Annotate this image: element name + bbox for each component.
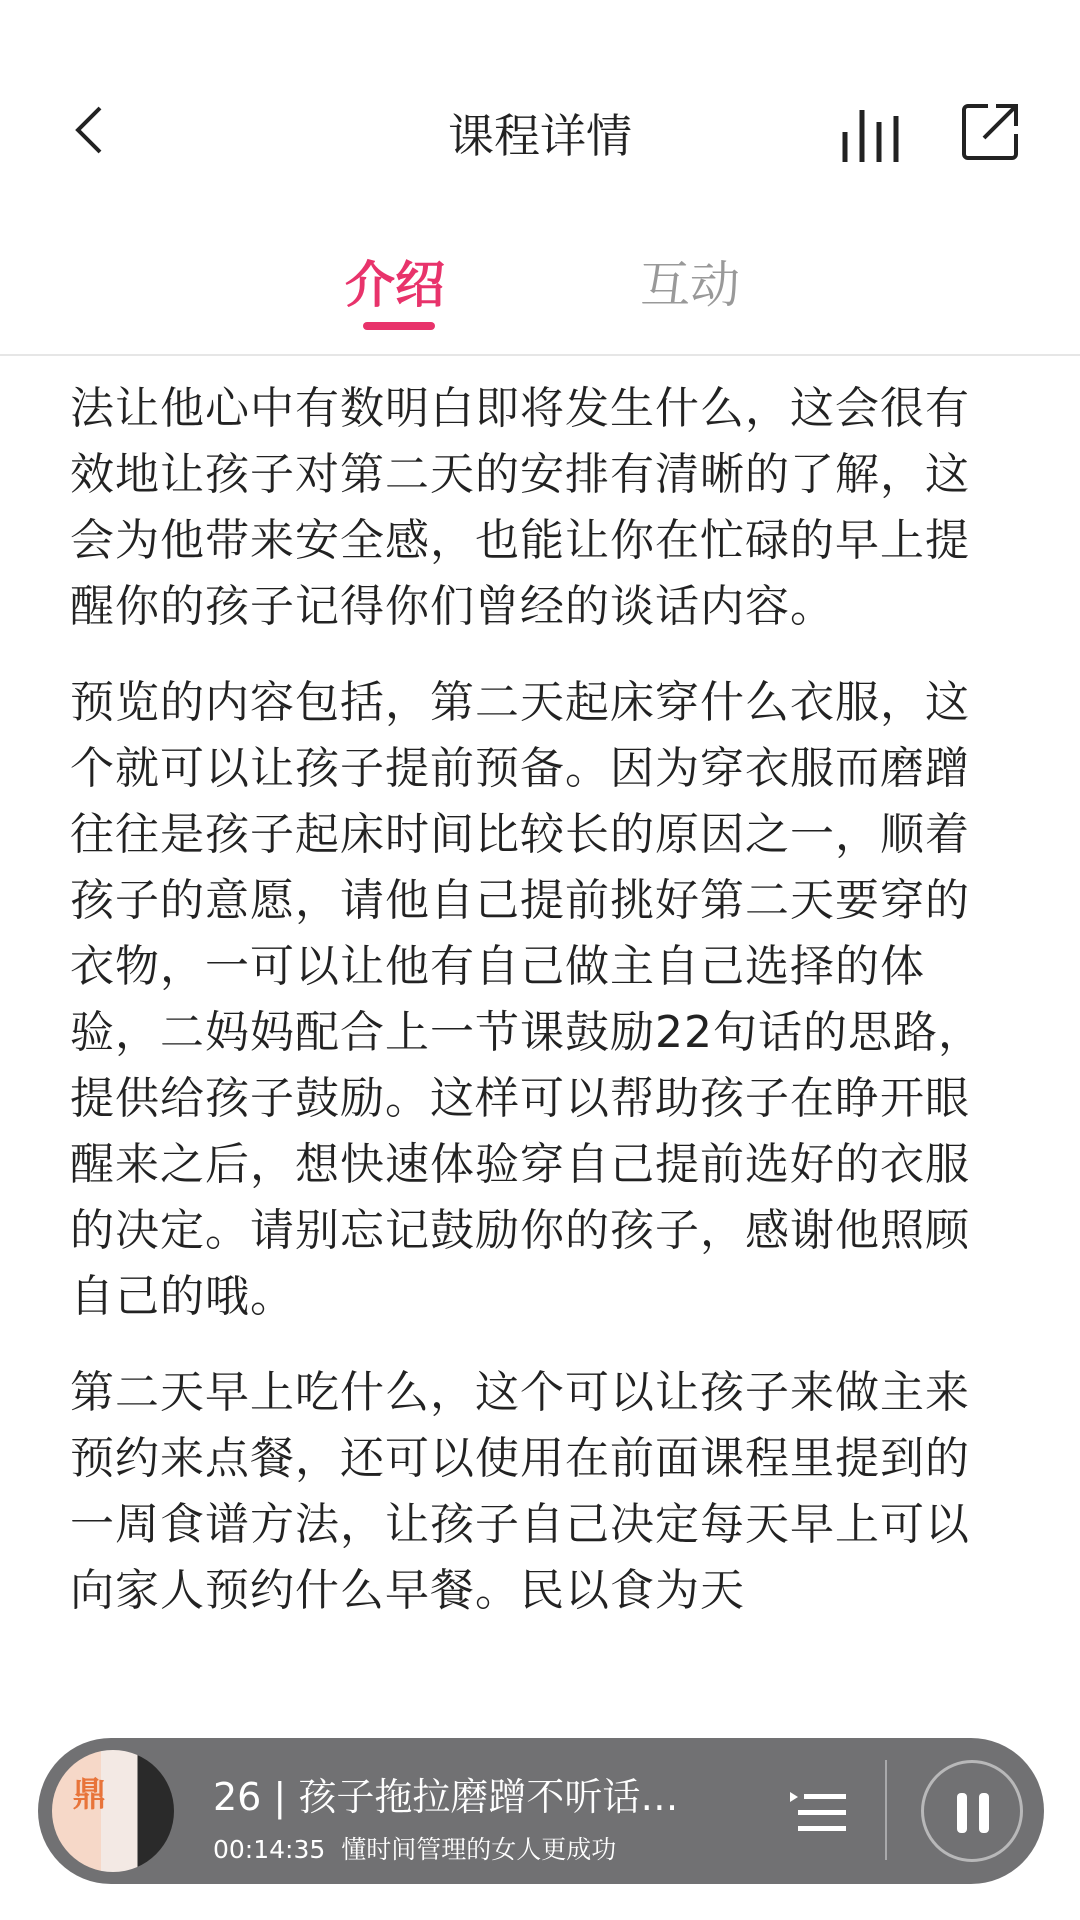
course-cover-avatar[interactable]: 鼎 <box>52 1750 174 1872</box>
player-time: 00:14:35 <box>213 1835 326 1864</box>
player-title[interactable]: 26 | 孩子拖拉磨蹭不听话… <box>213 1775 679 1819</box>
course-name: 懂时间管理的女人更成功 <box>341 1835 617 1864</box>
course-intro-text <box>70 376 1010 1654</box>
paragraph: 法让他心中有数明白即将发生什么，这会很有效地让孩子对第二天的安排有清晰的了解，这会为他带来安全感，也能让你在忙碌的早上提醒你的孩子记得你们曾经的谈话内容。 <box>70 383 970 632</box>
paragraph: 第二天早上吃什么，这个可以让孩子来做主来预约来点餐，还可以使用在前面课程里提到的一周食谱方法，让孩子自己决定每天早上可以向家人预约什么早餐。民以食为天 <box>70 1367 970 1616</box>
bar-chart-icon[interactable] <box>840 104 902 164</box>
page-title: 课程详情 <box>448 109 632 163</box>
tab-intro[interactable]: 介绍 <box>345 256 445 314</box>
paragraph: 预览的内容包括，第二天起床穿什么衣服，这个就可以让孩子提前预备。因为穿衣服而磨蹭往往是孩子起床时间比较长的原因之一，顺着孩子的意愿，请他自己提前挑好第二天要穿的衣物，一可以让他有自己做主自己选择的体验，二妈妈配合上一节课鼓励22句话的思路，提供给孩子鼓励。这样可以帮助孩子在睁开眼醒来之后，想快速体验穿自己提前选好的衣服的决定。请别忘记鼓励你的孩子，感谢他照顾自己的哦。 <box>70 677 983 1322</box>
divider <box>885 1760 887 1860</box>
playlist-icon[interactable] <box>790 1788 846 1836</box>
pause-button[interactable] <box>921 1760 1023 1862</box>
active-tab-indicator <box>363 322 435 330</box>
tab-interaction[interactable]: 互动 <box>640 256 740 314</box>
header <box>0 0 1080 356</box>
share-icon[interactable] <box>960 100 1022 162</box>
player-subtitle <box>213 1830 616 1866</box>
mini-player[interactable] <box>38 1738 1044 1884</box>
